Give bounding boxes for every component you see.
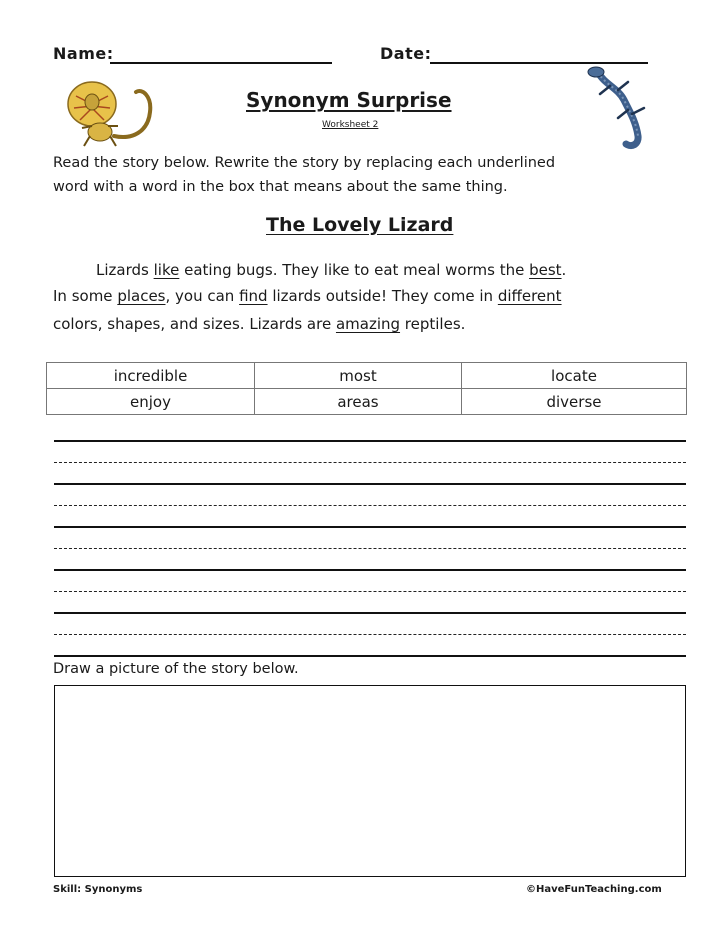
writing-line-top[interactable] <box>54 440 686 442</box>
writing-line-top[interactable] <box>54 612 686 614</box>
underlined-word: places <box>117 287 166 305</box>
story-line-2 <box>53 283 562 310</box>
story-line-1 <box>96 257 566 284</box>
writing-line-top[interactable] <box>54 526 686 528</box>
underlined-word: best <box>529 261 562 279</box>
instructions-line-1: Read the story below. Rewrite the story by replacing each underlined <box>53 155 556 171</box>
story-line-3 <box>53 311 465 338</box>
word-cell: enjoy <box>47 389 255 415</box>
story-text: reptiles. <box>400 315 466 333</box>
story-text: eating bugs. They like to eat meal worms the <box>179 261 530 279</box>
worksheet-title: Synonym Surprise <box>246 88 452 112</box>
drawing-area[interactable] <box>54 685 686 877</box>
story-text: . <box>561 261 567 279</box>
blue-lizard-image <box>578 64 658 154</box>
underlined-word: find <box>239 287 268 305</box>
name-line[interactable] <box>110 62 332 64</box>
story-text: Lizards <box>96 261 154 279</box>
skill-label: Skill: Synonyms <box>53 884 143 895</box>
draw-prompt: Draw a picture of the story below. <box>53 661 299 677</box>
word-cell: most <box>255 363 462 389</box>
writing-line-mid <box>54 548 686 549</box>
story-title: The Lovely Lizard <box>266 214 454 236</box>
writing-line-top[interactable] <box>54 569 686 571</box>
writing-line-top[interactable] <box>54 483 686 485</box>
writing-line-top[interactable] <box>54 655 686 657</box>
story-text: , you can <box>165 287 240 305</box>
underlined-word: amazing <box>335 315 401 333</box>
name-label: Name: <box>53 44 114 63</box>
worksheet-subtitle: Worksheet 2 <box>322 120 379 130</box>
underlined-word: like <box>153 261 180 279</box>
story-text: lizards outside! They come in <box>267 287 498 305</box>
writing-line-mid <box>54 462 686 463</box>
story-text: colors, shapes, and sizes. Lizards are <box>53 315 336 333</box>
word-cell: locate <box>462 363 687 389</box>
word-box-row <box>47 389 687 415</box>
writing-line-mid <box>54 591 686 592</box>
date-label: Date: <box>380 44 432 63</box>
story-text: In some <box>53 287 118 305</box>
word-box-row <box>47 363 687 389</box>
word-cell: incredible <box>47 363 255 389</box>
word-cell: diverse <box>462 389 687 415</box>
word-box <box>46 362 687 415</box>
copyright: ©HaveFunTeaching.com <box>526 884 662 895</box>
instructions-line-2: word with a word in the box that means about the same thing. <box>53 179 508 195</box>
frilled-lizard-image <box>62 76 160 154</box>
writing-line-mid <box>54 505 686 506</box>
underlined-word: different <box>497 287 562 305</box>
writing-line-mid <box>54 634 686 635</box>
word-cell: areas <box>255 389 462 415</box>
